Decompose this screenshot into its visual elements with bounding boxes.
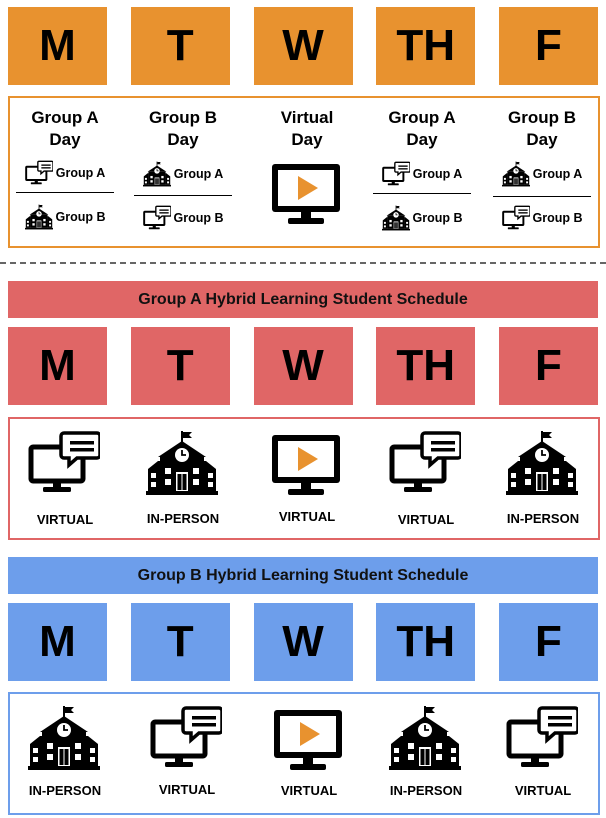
column-title-line-2: Day <box>406 130 438 149</box>
computer-chat-icon <box>150 706 222 770</box>
divider <box>134 195 232 196</box>
monitor-play-icon <box>270 162 342 226</box>
column-title-line-1: Virtual <box>280 108 334 127</box>
monitor-play-icon <box>270 433 342 497</box>
column-title <box>252 107 362 151</box>
group-a-thursday <box>371 419 481 538</box>
group-b-wednesday <box>254 694 364 813</box>
group-b-friday <box>488 694 598 813</box>
group-b-mode <box>128 204 238 232</box>
column-title <box>367 107 477 151</box>
school-icon <box>143 161 171 187</box>
overview-column-tuesday <box>128 98 238 246</box>
section-divider <box>0 262 606 264</box>
group-a-day-row <box>8 327 598 405</box>
group-b-mode <box>487 204 597 232</box>
computer-chat-icon <box>382 161 410 187</box>
school-icon <box>389 706 461 770</box>
divider <box>373 193 471 194</box>
group-b-monday <box>10 694 120 813</box>
column-title-line-1: Group B <box>508 108 576 127</box>
mode-label: VIRTUAL <box>280 783 338 798</box>
divider <box>493 196 591 197</box>
day-tuesday: T <box>131 603 230 681</box>
mode-label: IN-PERSON <box>28 783 102 798</box>
day-tuesday: T <box>131 327 230 405</box>
day-friday: F <box>499 603 598 681</box>
day-friday: F <box>499 7 598 85</box>
overview-column-wednesday <box>252 98 362 246</box>
computer-chat-icon <box>389 431 461 495</box>
day-tuesday: T <box>131 7 230 85</box>
group-a-mode <box>487 160 597 188</box>
school-icon <box>146 431 218 495</box>
group-a-mode <box>128 160 238 188</box>
group-b-label: Group B <box>412 211 463 225</box>
group-a-label: Group A <box>55 166 106 180</box>
computer-chat-icon <box>502 205 530 231</box>
mode-label: VIRTUAL <box>397 512 455 527</box>
school-icon <box>382 205 410 231</box>
group-a-mode <box>10 159 120 187</box>
day-thursday: TH <box>376 7 475 85</box>
group-b-mode <box>10 203 120 231</box>
group-a-friday <box>488 419 598 538</box>
day-monday: M <box>8 603 107 681</box>
mode-label: IN-PERSON <box>146 511 220 526</box>
day-wednesday: W <box>254 7 353 85</box>
group-b-thursday <box>371 694 481 813</box>
day-wednesday: W <box>254 327 353 405</box>
group-a-label: Group A <box>412 167 463 181</box>
school-icon <box>28 706 100 770</box>
column-title <box>487 107 597 151</box>
column-title-line-1: Group B <box>149 108 217 127</box>
column-title-line-2: Day <box>167 130 199 149</box>
mode-label: IN-PERSON <box>389 783 463 798</box>
mode-label: VIRTUAL <box>514 783 572 798</box>
school-icon <box>506 431 578 495</box>
computer-chat-icon <box>28 431 100 495</box>
group-a-monday <box>10 419 120 538</box>
column-title-line-2: Day <box>291 130 323 149</box>
column-title-line-1: Group A <box>31 108 99 127</box>
group-a-label: Group A <box>532 167 583 181</box>
group-b-banner: Group B Hybrid Learning Student Schedule <box>8 557 598 594</box>
group-b-schedule-panel <box>8 692 600 815</box>
computer-chat-icon <box>143 205 171 231</box>
group-a-schedule-panel <box>8 417 600 540</box>
column-title-line-2: Day <box>526 130 558 149</box>
day-thursday: TH <box>376 603 475 681</box>
mode-label: VIRTUAL <box>36 512 94 527</box>
overview-column-monday <box>10 98 120 246</box>
overview-column-friday <box>487 98 597 246</box>
group-b-label: Group B <box>55 210 106 224</box>
day-monday: M <box>8 7 107 85</box>
group-a-tuesday <box>128 419 238 538</box>
monitor-play-icon <box>272 708 344 772</box>
column-title <box>128 107 238 151</box>
overview-day-row <box>8 7 598 85</box>
day-friday: F <box>499 327 598 405</box>
mode-label: IN-PERSON <box>506 511 580 526</box>
mode-label: VIRTUAL <box>158 782 216 797</box>
overview-panel <box>8 96 600 248</box>
group-b-label: Group B <box>173 211 224 225</box>
computer-chat-icon <box>506 706 578 770</box>
group-a-wednesday <box>252 419 362 538</box>
group-a-label: Group A <box>173 167 224 181</box>
school-icon <box>25 204 53 230</box>
column-title-line-2: Day <box>49 130 81 149</box>
group-b-day-row <box>8 603 598 681</box>
column-title-line-1: Group A <box>388 108 456 127</box>
group-a-mode <box>367 160 477 188</box>
day-monday: M <box>8 327 107 405</box>
group-b-mode <box>367 204 477 232</box>
overview-column-thursday <box>367 98 477 246</box>
group-b-label: Group B <box>532 211 583 225</box>
group-a-banner: Group A Hybrid Learning Student Schedule <box>8 281 598 318</box>
day-thursday: TH <box>376 327 475 405</box>
computer-chat-icon <box>25 160 53 186</box>
day-wednesday: W <box>254 603 353 681</box>
column-title <box>10 107 120 151</box>
school-icon <box>502 161 530 187</box>
mode-label: VIRTUAL <box>278 509 336 524</box>
divider <box>16 192 114 193</box>
group-b-tuesday <box>132 694 242 813</box>
